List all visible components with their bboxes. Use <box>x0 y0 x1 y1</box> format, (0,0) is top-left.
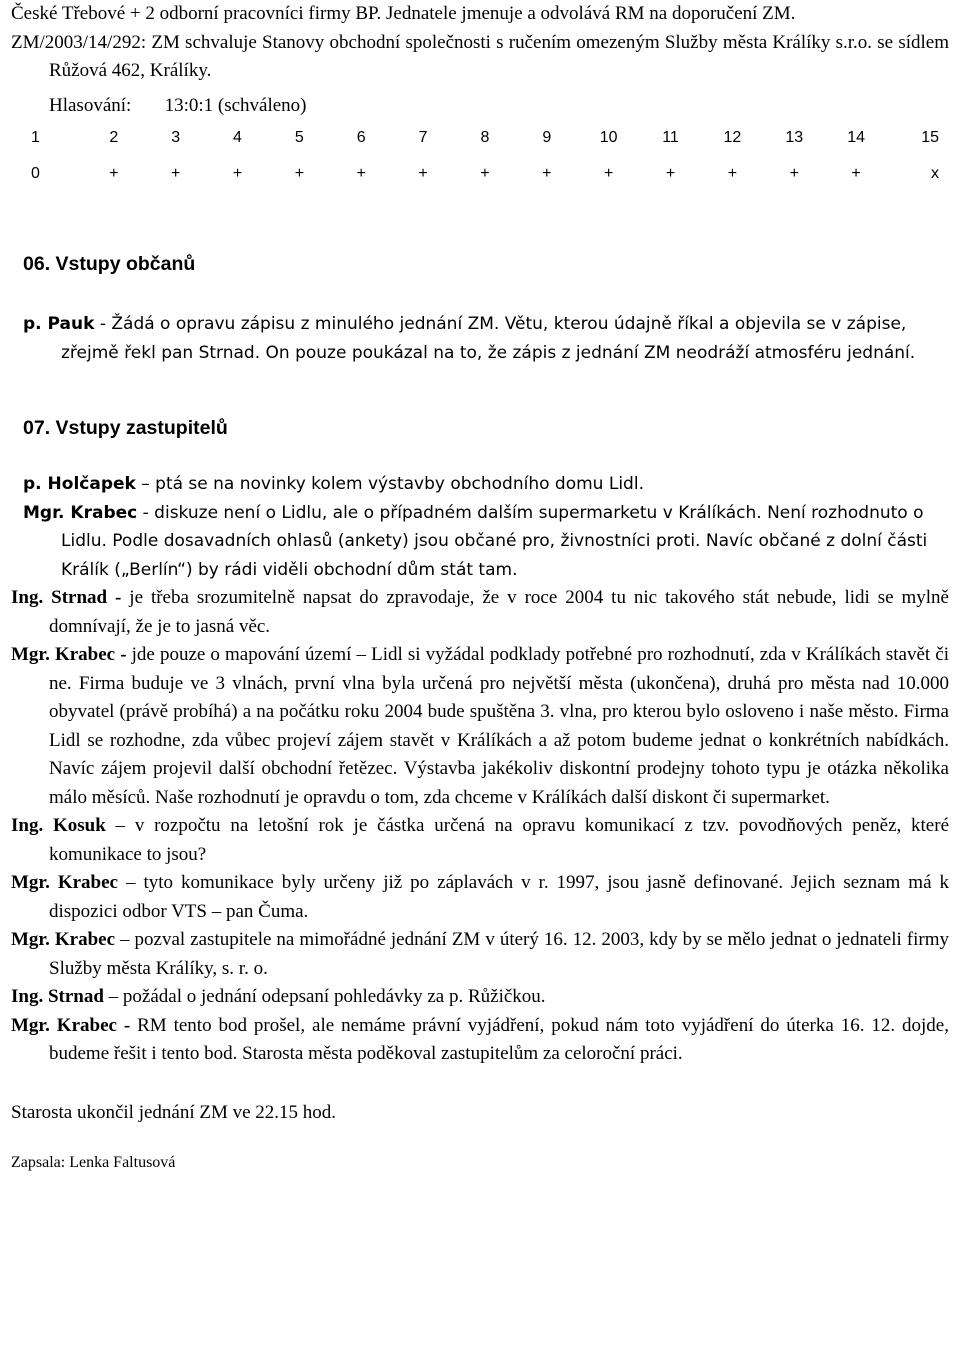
member-entry <box>11 641 949 812</box>
entry-text: jde pouze o mapování území – Lidl si vyžádal podklady potřebné pro rozhodnutí, zda v Králíkách stavět či ne. Firma buduje ve 3 vlnách, první vlna byla určená pro největší města (ukončena), druhá pro města nad 10.000 obyvatel (právě probíhá) a na počátku roku 2004 bude spuštěna 3. vlna, pro kterou bylo osloveno i naše město. Firma Lidl se rozhodne, zda vůbec projeví zájem stavět v Králíkách a až potom budeme jednat o konkrétních nabídkách. Navíc zájem projevil další obchodní řetězec. Výstavba jakékoliv diskontní prodejny tohoto typu je otázka několika málo měsíců. Naše rozhodnutí je opravdu o tom, zda chceme v Králíkách další diskont či supermarket. <box>49 644 949 808</box>
member-entry <box>11 1012 949 1069</box>
member-entry <box>23 499 949 585</box>
vote-member-number: 5 <box>294 128 304 146</box>
entry-text: - Žádá o opravu zápisu z minulého jednání ZM. Větu, kterou údajně říkal a objevila se v zápise, zřejmě řekl pan Strnad. On pouze poukázal na to, že zápis z jednání ZM neodráží atmosféru jednání. <box>61 314 916 363</box>
vote-table-marks-row <box>21 156 949 192</box>
vote-member-mark: + <box>294 164 305 182</box>
closing-statement: Starosta ukončil jednání ZM ve 22.15 hod. <box>11 1101 337 1123</box>
vote-label: Hlasování: <box>49 94 132 116</box>
vote-member-number: 12 <box>723 128 742 146</box>
vote-member-number: 6 <box>356 128 366 146</box>
section-06-body <box>23 310 949 367</box>
vote-member-mark: + <box>170 164 181 182</box>
resolution-text: ZM/2003/14/292: ZM schvaluje Stanovy obchodní společnosti s ručením omezeným Služby města Králíky s.r.o. se sídlem Růžová 462, Králíky. <box>11 31 949 81</box>
member-entry <box>11 869 949 926</box>
minutes-page <box>11 0 949 1178</box>
section-06-heading: 06. Vstupy občanů <box>23 253 196 275</box>
entry-speaker: Ing. Kosuk <box>11 815 106 836</box>
signature: Zapsala: Lenka Faltusová <box>11 1154 176 1171</box>
section-07-serif-entries <box>11 584 949 1069</box>
section-07-sans-entries <box>23 470 949 584</box>
section-07-heading: 07. Vstupy zastupitelů <box>23 417 228 439</box>
vote-member-number: 9 <box>542 128 552 146</box>
entry-speaker: Mgr. Krabec - <box>11 644 127 665</box>
vote-member-number: 8 <box>480 128 490 146</box>
intro-text: České Třebové + 2 odborní pracovníci firmy BP. Jednatele jmenuje a odvolává RM na doporučení ZM. <box>11 3 796 24</box>
vote-member-number: 14 <box>847 128 865 146</box>
citizen-entry <box>23 310 949 367</box>
vote-member-mark: + <box>603 164 614 182</box>
vote-table-numbers-row <box>21 120 949 156</box>
entry-text: – požádal o jednání odepsaní pohledávky za p. Růžičkou. <box>103 986 546 1007</box>
vote-member-mark: + <box>665 164 676 182</box>
vote-member-mark: + <box>789 164 799 182</box>
entry-speaker: p. Pauk <box>23 314 95 334</box>
vote-summary <box>11 92 949 121</box>
entry-speaker: Mgr. Krabec <box>11 929 116 950</box>
entry-text: – tyto komunikace byly určeny již po záplavách v r. 1997, jsou jasně definované. Jejich seznam má k dispozici odbor VTS – pan Čuma. <box>49 872 949 922</box>
entry-speaker: Mgr. Krabec <box>11 872 118 893</box>
member-entry <box>11 812 949 869</box>
vote-member-mark: 0 <box>31 164 40 182</box>
vote-member-number: 13 <box>785 128 804 146</box>
vote-member-mark: + <box>851 164 861 182</box>
entry-speaker: Ing. Strnad - <box>11 587 122 608</box>
member-entry <box>23 470 949 499</box>
vote-member-mark: + <box>480 164 490 182</box>
vote-member-mark: + <box>727 164 738 182</box>
vote-result: 13:0:1 (schváleno) <box>164 94 307 116</box>
entry-speaker: Mgr. Krabec - <box>11 1014 131 1036</box>
entry-speaker: Ing. Strnad <box>11 986 104 1007</box>
entry-text: je třeba srozumitelně napsat do zpravodaje, že v roce 2004 tu nic takového stát nebude, lidi se mylně domnívají, že je to jasná věc. <box>49 587 949 637</box>
vote-member-number: 2 <box>109 128 119 146</box>
vote-table <box>21 120 949 192</box>
vote-member-mark: + <box>542 164 552 182</box>
vote-member-mark: x <box>931 164 939 182</box>
vote-member-mark: + <box>232 164 243 182</box>
member-entry <box>11 926 949 983</box>
vote-member-number: 15 <box>921 128 939 146</box>
entry-speaker: Mgr. Krabec <box>23 502 138 523</box>
member-entry <box>11 983 949 1012</box>
vote-member-number: 1 <box>31 128 40 146</box>
vote-member-number: 7 <box>418 128 428 146</box>
entry-speaker: p. Holčapek <box>23 474 136 494</box>
vote-member-number: 11 <box>662 128 679 146</box>
entry-text: RM tento bod prošel, ale nemáme právní vyjádření, pokud nám toto vyjádření do úterka 16. 12. dojde, budeme řešit i tento bod. Starosta města poděkoval zastupitelům za celoroční práci. <box>49 1014 949 1064</box>
vote-member-mark: + <box>418 164 428 182</box>
vote-member-number: 3 <box>171 128 181 146</box>
entry-text: – ptá se na novinky kolem výstavby obchodního domu Lidl. <box>135 474 644 494</box>
entry-text: – v rozpočtu na letošní rok je částka určená na opravu komunikací z tzv. povodňových peněz, které komunikace to jsou? <box>49 815 950 865</box>
vote-member-mark: + <box>109 164 119 182</box>
entry-text: - diskuze není o Lidlu, ale o případném dalším supermarketu v Králíkách. Není rozhodnuto o Lidlu. Podle dosavadních ohlasů (ankety) jsou občané pro, živnostníci proti. Navíc občané z dolní části Králík („Berlín“) by rádi viděli obchodní dům stát tam. <box>61 502 928 580</box>
vote-member-mark: + <box>356 164 366 182</box>
vote-member-number: 10 <box>599 128 618 146</box>
vote-member-number: 4 <box>233 128 242 146</box>
entry-text: – pozval zastupitele na mimořádné jednání ZM v úterý 16. 12. 2003, kdy by se mělo jednat o jednateli firmy Služby města Králíky, s. r. o. <box>49 929 949 979</box>
member-entry <box>11 584 949 641</box>
